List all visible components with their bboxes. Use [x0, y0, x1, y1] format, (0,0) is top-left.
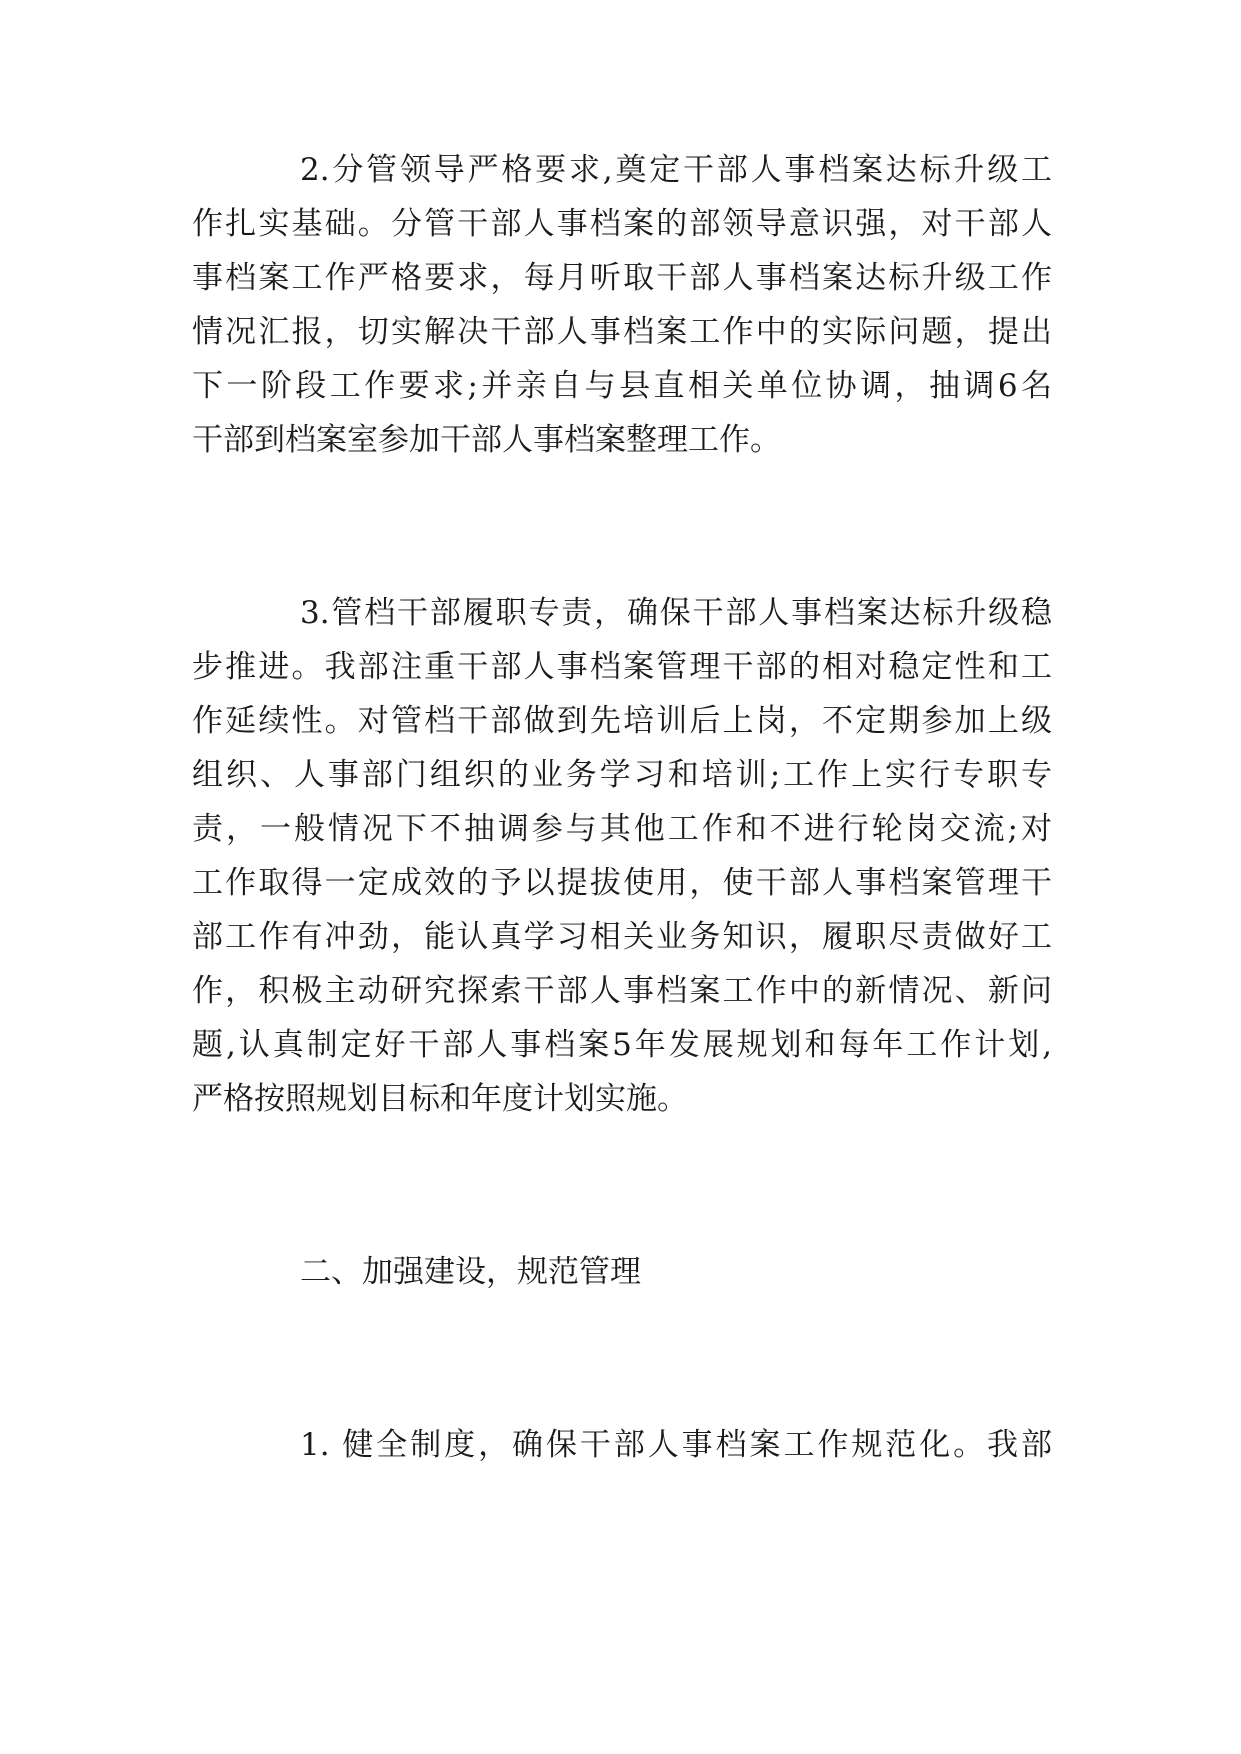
paragraph-2-line-4: 组织、人事部门组织的业务学习和培训;工作上实行专职专 [192, 757, 1052, 793]
paragraph-2-line-7: 部工作有冲劲，能认真学习相关业务知识，履职尽责做好工 [192, 919, 1052, 955]
paragraph-2-line-9: 题,认真制定好干部人事档案5年发展规划和每年工作计划, [192, 1027, 1052, 1063]
paragraph-2-line-5: 责，一般情况下不抽调参与其他工作和不进行轮岗交流;对 [192, 811, 1052, 847]
paragraph-1-line-5: 下一阶段工作要求;并亲自与县直相关单位协调，抽调6名 [192, 368, 1052, 404]
paragraph-3-line-1: 1. 健全制度，确保干部人事档案工作规范化。我部 [300, 1427, 1052, 1463]
paragraph-1-line-4: 情况汇报，切实解决干部人事档案工作中的实际问题，提出 [192, 314, 1052, 350]
paragraph-1-line-1: 2.分管领导严格要求,奠定干部人事档案达标升级工 [300, 152, 1052, 188]
paragraph-2-line-2: 步推进。我部注重干部人事档案管理干部的相对稳定性和工 [192, 649, 1052, 685]
paragraph-1-line-3: 事档案工作严格要求，每月听取干部人事档案达标升级工作 [192, 260, 1052, 296]
paragraph-2-line-8: 作，积极主动研究探索干部人事档案工作中的新情况、新问 [192, 973, 1052, 1009]
paragraph-2-line-6: 工作取得一定成效的予以提拔使用，使干部人事档案管理干 [192, 865, 1052, 901]
paragraph-2-line-1: 3.管档干部履职专责，确保干部人事档案达标升级稳 [300, 595, 1052, 631]
paragraph-2-line-3: 作延续性。对管档干部做到先培训后上岗，不定期参加上级 [192, 703, 1052, 739]
section-heading: 二、加强建设，规范管理 [300, 1254, 641, 1290]
paragraph-2-line-10: 严格按照规划目标和年度计划实施。 [192, 1081, 688, 1117]
paragraph-1-line-2: 作扎实基础。分管干部人事档案的部领导意识强，对干部人 [192, 206, 1052, 242]
paragraph-1-line-6: 干部到档案室参加干部人事档案整理工作。 [192, 422, 781, 458]
